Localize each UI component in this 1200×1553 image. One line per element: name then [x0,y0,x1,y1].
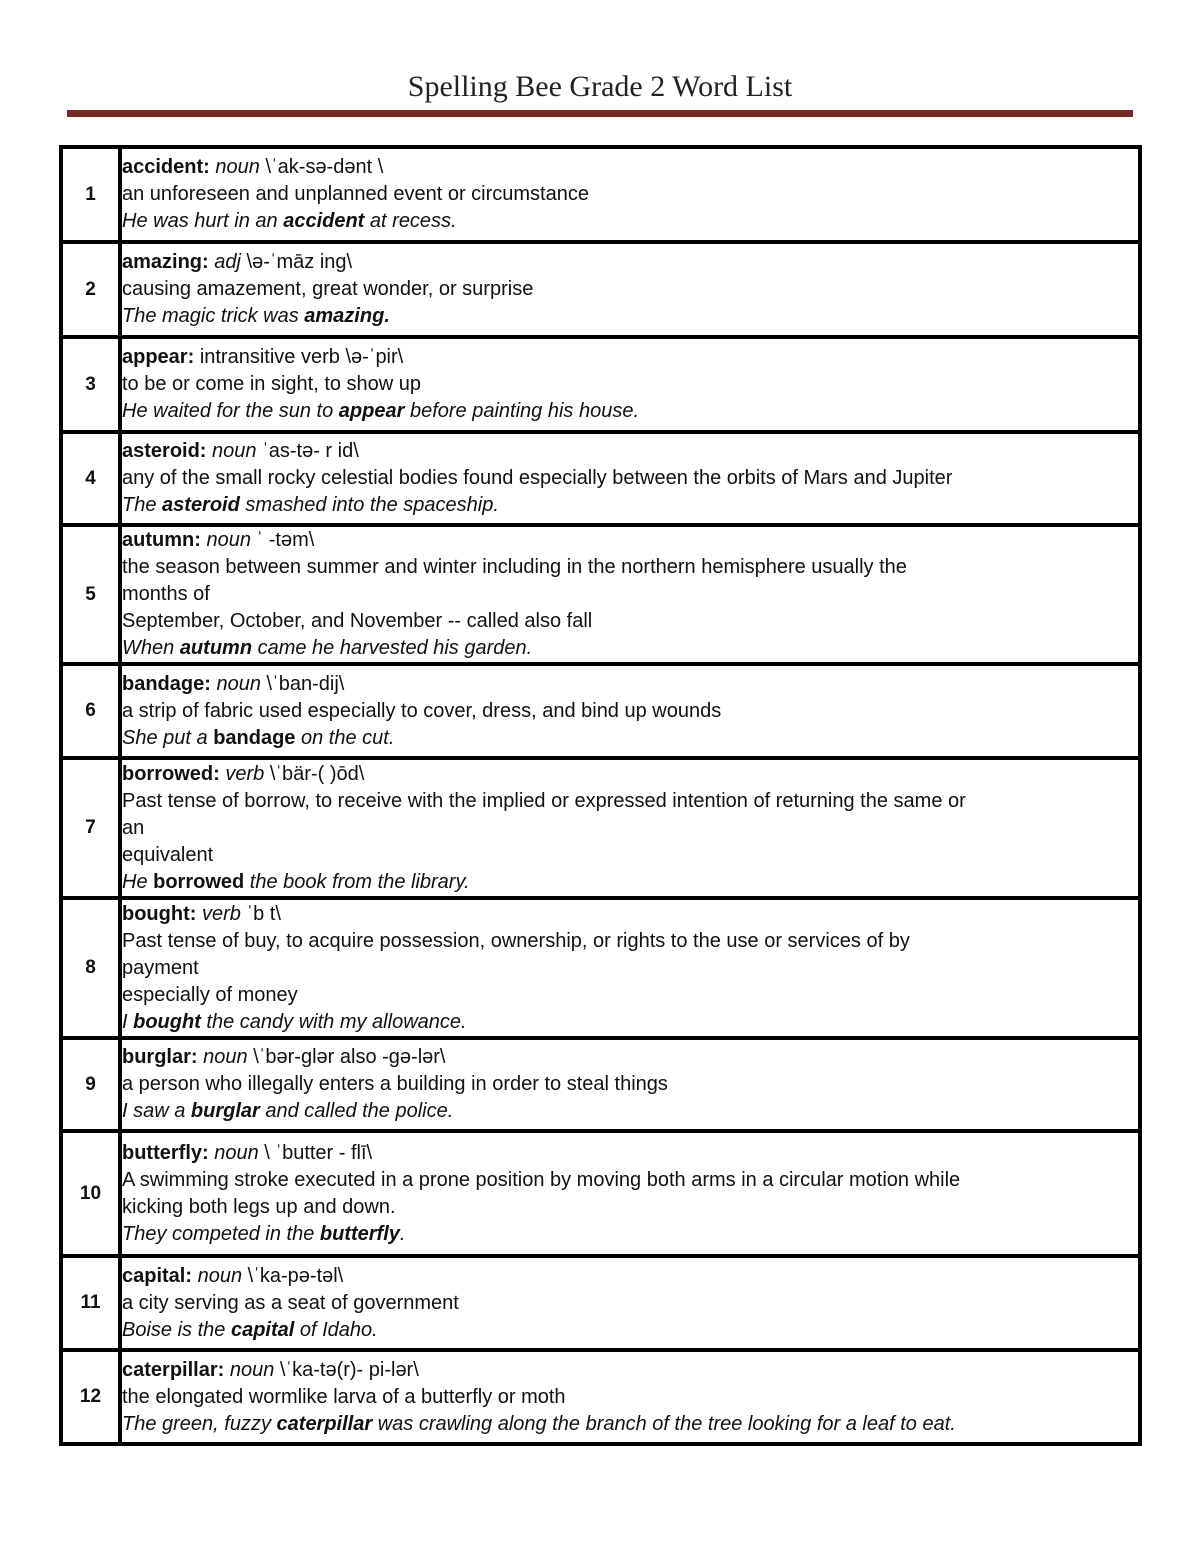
part-of-speech: noun [197,1264,243,1287]
example-pre: When [122,637,180,659]
example-word: butterfly [319,1222,400,1245]
example-pre: They competed in the [122,1222,320,1245]
table-row [61,1038,1140,1131]
example-pre: Boise is the [122,1318,231,1341]
example-post: and called the police. [259,1100,454,1122]
headword: burglar: [122,1046,198,1068]
example-pre: The [122,494,163,516]
example-word: capital [230,1318,295,1341]
headword: accident: [122,156,210,178]
part-of-speech: verb [225,762,265,785]
example-sentence [122,1221,1138,1248]
table-row [61,758,1140,898]
example-pre: The green, fuzzy [122,1412,277,1435]
part-of-speech: noun [215,156,260,178]
example-word: bandage [213,726,296,749]
example-post: . [399,1222,406,1245]
definition-line: a city serving as a seat of government [122,1291,459,1314]
example-pre: She put a [122,726,214,749]
entry-content [120,1131,1140,1256]
table-row [61,898,1140,1038]
example-sentence [122,1411,1138,1438]
table-row [61,432,1140,525]
example-word: appear [338,400,405,422]
entry-content [120,337,1140,432]
part-of-speech: noun [212,440,257,462]
definition-line: an unforeseen and unplanned event or circumstance [122,183,589,205]
headword: butterfly: [122,1141,209,1164]
entry-number: 8 [61,898,120,1038]
definition-line: A swimming stroke executed in a prone position by moving both arms in a circular motion while [122,1168,961,1191]
example-sentence [122,398,1138,425]
entry-heading [122,1263,1138,1290]
entry-heading [122,761,1138,788]
headword: appear: [122,346,195,368]
table-row [61,1350,1140,1444]
pronunciation: \ ˈbutter - flī\ [264,1141,373,1164]
definition-line: a strip of fabric used especially to cover, dress, and bind up wounds [122,699,722,722]
entry-number: 7 [61,758,120,898]
definition-line: kicking both legs up and down. [122,1195,396,1218]
entry-number: 3 [61,337,120,432]
example-word: accident [283,210,365,232]
page-title: Spelling Bee Grade 2 Word List [407,70,793,103]
pronunciation: \ˈbər-glər also -gə-lər\ [253,1046,446,1068]
example-pre: I saw a [122,1100,191,1122]
example-pre: He was hurt in an [122,210,284,232]
entry-content [120,1256,1140,1350]
headword: asteroid: [122,440,207,462]
entry-number: 4 [61,432,120,525]
example-pre: He waited for the sun to [122,400,339,422]
definition-line: to be or come in sight, to show up [122,373,422,395]
pronunciation: \ˈka-tə(r)- pi-lər\ [279,1358,419,1381]
entry-number: 6 [61,664,120,758]
entry-heading [122,344,1138,371]
entry-number: 10 [61,1131,120,1256]
pronunciation: \ˈak-sə-dənt \ [265,156,384,178]
example-post: came he harvested his garden. [252,637,533,659]
example-sentence [122,492,1138,519]
example-post: smashed into the spaceship. [239,494,499,516]
example-sentence [122,869,1138,896]
example-sentence [122,1009,1138,1036]
entry-content [120,147,1140,242]
example-pre: I [122,1010,134,1033]
entry-number: 5 [61,525,120,664]
definition-line: an [122,816,145,839]
example-post: the book from the library. [244,870,470,893]
pronunciation: \ˈbär-( )ōd\ [269,762,365,785]
entry-heading [122,438,1138,465]
example-word: amazing. [304,305,390,327]
definition-line: any of the small rocky celestial bodies found especially between the orbits of Mars and Jupiter [122,467,953,489]
pronunciation: \ˈban-dij\ [266,672,345,695]
definition-line: a person who illegally enters a building in order to steal things [122,1073,668,1095]
entry-number: 11 [61,1256,120,1350]
entry-content [120,242,1140,337]
pronunciation: ˈ -təm\ [256,529,315,551]
entry-heading [122,1357,1138,1384]
definition-line: payment [122,956,199,979]
headword: capital: [122,1264,193,1287]
entry-heading [122,1044,1138,1071]
entry-content [120,525,1140,664]
part-of-speech: noun [214,1141,259,1164]
definition-line: the elongated wormlike larva of a butterfly or moth [122,1385,566,1408]
example-sentence [122,635,1138,662]
part-of-speech: noun [229,1358,275,1381]
headword: autumn: [122,529,201,551]
pronunciation: \ə-ˈpir\ [345,346,404,368]
title-rule [67,110,1133,117]
entry-number: 9 [61,1038,120,1131]
table-row [61,337,1140,432]
entry-content [120,664,1140,758]
entry-heading [122,1140,1138,1167]
definition-line: Past tense of borrow, to receive with the implied or expressed intention of returning the same or [122,789,966,812]
definition-line: September, October, and November -- called also fall [122,610,593,632]
example-word: autumn [179,637,253,659]
pronunciation: ˈas-tə- r id\ [262,440,359,462]
example-post: was crawling along the branch of the tree looking for a leaf to eat. [372,1412,956,1435]
part-of-speech: noun [206,529,251,551]
example-word: bought [133,1010,201,1033]
definition-line: causing amazement, great wonder, or surprise [122,278,534,300]
definition-line: equivalent [122,843,214,866]
definition-line: Past tense of buy, to acquire possession, ownership, or rights to the use or services of by [122,929,910,952]
entry-heading [122,154,1138,181]
example-post: at recess. [364,210,457,232]
entry-content [120,432,1140,525]
part-of-speech: verb [201,902,241,925]
example-sentence [122,1317,1138,1344]
example-pre: He [122,870,154,893]
entry-number: 1 [61,147,120,242]
example-word: caterpillar [276,1412,373,1435]
example-sentence [122,208,1138,235]
part-of-speech: noun [203,1046,248,1068]
entry-heading [122,249,1138,276]
example-word: borrowed [153,870,245,893]
entry-heading [122,671,1138,698]
entry-content [120,1350,1140,1444]
headword: borrowed: [122,762,220,785]
table-row [61,1131,1140,1256]
definition-line: months of [122,583,210,605]
example-sentence [122,303,1138,330]
headword: bought: [122,902,197,925]
example-post: before painting his house. [404,400,639,422]
headword: bandage: [122,672,211,695]
entry-number: 2 [61,242,120,337]
entry-content [120,1038,1140,1131]
example-word: burglar [190,1100,260,1122]
part-of-speech: intransitive verb [199,346,340,368]
table-row [61,525,1140,664]
headword: caterpillar: [122,1358,225,1381]
entry-number: 12 [61,1350,120,1444]
pronunciation: \ə-ˈmāz ing\ [246,251,353,273]
word-list-table [59,145,1142,1446]
example-post: the candy with my allowance. [200,1010,467,1033]
part-of-speech: adj [214,251,241,273]
part-of-speech: noun [216,672,261,695]
pronunciation: \ˈka-pə-təl\ [247,1264,344,1287]
definition-line: especially of money [122,983,298,1006]
entry-content [120,898,1140,1038]
table-row [61,242,1140,337]
table-row [61,147,1140,242]
table-row [61,1256,1140,1350]
example-sentence [122,725,1138,752]
example-sentence [122,1098,1138,1125]
example-pre: The magic trick was [122,305,305,327]
entry-content [120,758,1140,898]
entry-heading [122,527,1138,554]
entry-heading [122,901,1138,928]
definition-line: the season between summer and winter including in the northern hemisphere usually the [122,556,907,578]
headword: amazing: [122,251,209,273]
pronunciation: ˈb t\ [246,902,281,925]
example-word: asteroid [162,494,240,516]
example-post: of Idaho. [294,1318,378,1341]
table-row [61,664,1140,758]
example-post: on the cut. [295,726,395,749]
